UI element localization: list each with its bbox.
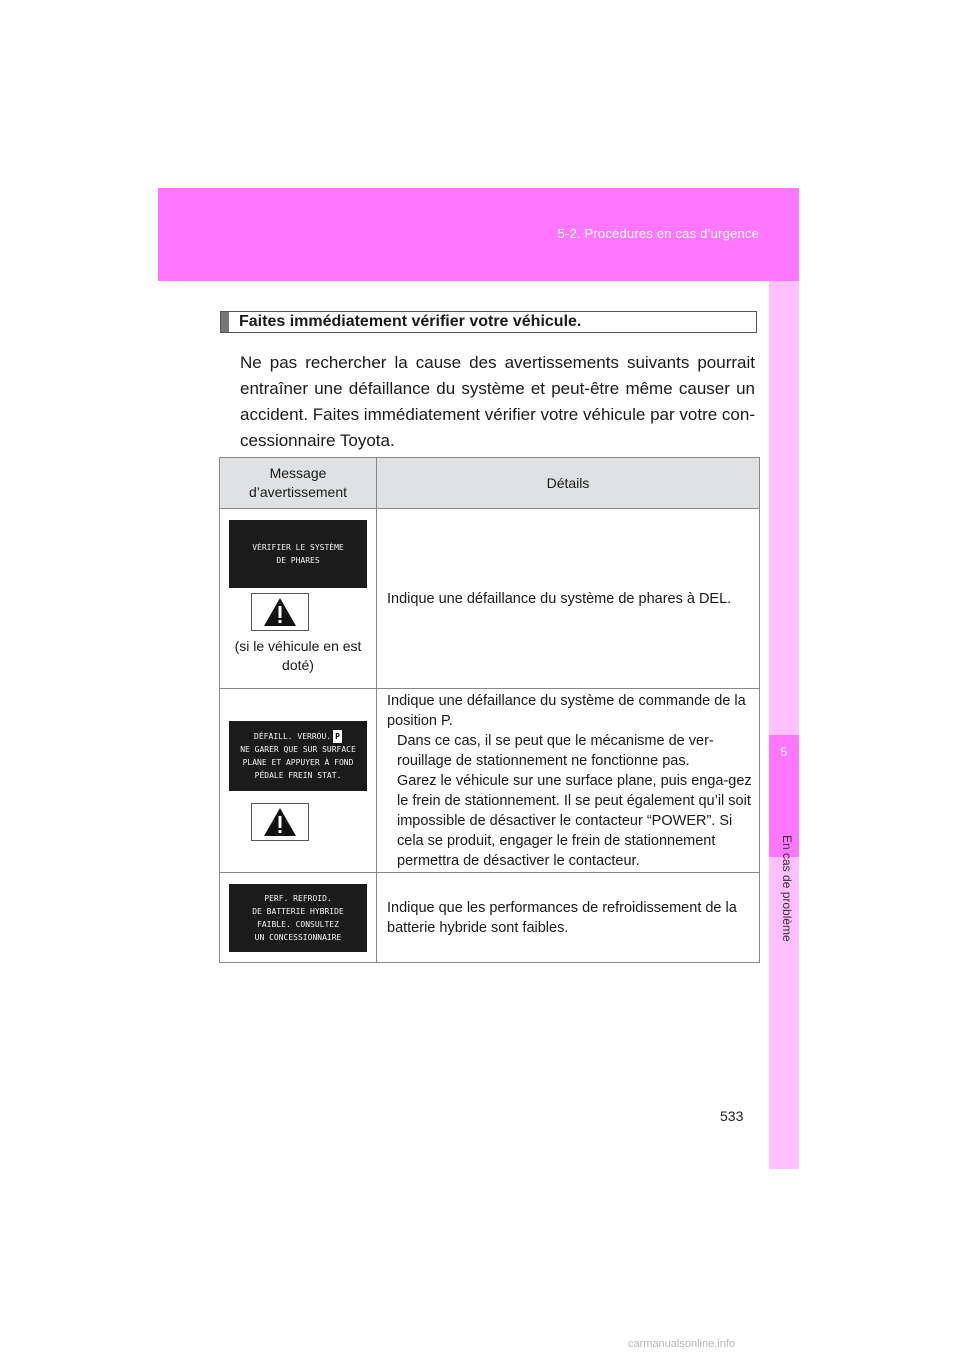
screen-line: UN CONCESSIONNAIRE [254, 932, 342, 942]
warning-symbol-box [251, 803, 309, 841]
detail-sub: Dans ce cas, il se peut que le mécanisme de ver-rouillage de stationnement ne fonctionne pas. [397, 732, 714, 769]
screen-line: PERF. REFROID. [264, 893, 332, 903]
header-message: Message d’avertissement [220, 458, 377, 509]
detail-cell: Indique une défaillance du système de phares à DEL. [377, 509, 760, 689]
detail-cell: Indique que les performances de refroidissement de la batterie hybride sont faibles. [377, 873, 760, 963]
screen-line: FAIBLE. CONSULTEZ [257, 919, 339, 929]
warning-screen [229, 520, 367, 588]
screen-line [229, 730, 367, 743]
screen-line: PLANE ET APPUYER À FOND [242, 757, 354, 767]
heading-text: Faites immédiatement vérifier votre véhicule. [239, 313, 582, 330]
page-number: 533 [720, 1108, 744, 1124]
warning-symbol-box [251, 593, 309, 631]
optional-note: (si le véhicule en est doté) [234, 638, 362, 673]
warning-screen [229, 721, 367, 791]
warning-triangle-icon [263, 597, 297, 627]
message-cell [220, 509, 377, 689]
chapter-side-tab [769, 281, 799, 1169]
table-row [220, 873, 760, 963]
message-cell [220, 689, 377, 873]
table-row [220, 509, 760, 689]
header-band [158, 188, 799, 281]
intro-paragraph: Ne pas rechercher la cause des avertissements suivants pourrait entraîner une défaillance du système et peut-être même causer un accident. Faites immédiatement vérifier votre véhicule par votre con-cessionnaire Toyota. [240, 353, 755, 450]
chapter-number: 5 [780, 745, 788, 759]
warning-table [219, 457, 760, 963]
warning-triangle-icon [263, 807, 297, 837]
detail-sub: Garez le véhicule sur une surface plane, puis enga-gez le frein de stationnement. Il se peut également qu’il soit impossible de désactiver le contacteur “POWER”. Si cela se produit, engager le frein de stationnement permettra de désactiver le contacteur. [397, 772, 752, 869]
section-heading [220, 311, 757, 333]
screen-line: DE BATTERIE HYBRIDE [252, 906, 344, 916]
section-title: 5-2. Procédures en cas d’urgence [557, 226, 759, 241]
park-badge: P [335, 731, 340, 741]
table-header-row [220, 458, 760, 509]
message-cell [220, 873, 377, 963]
detail-cell [377, 689, 760, 873]
screen-line: PÉDALE FREIN STAT. [254, 770, 342, 780]
header-details: Détails [377, 458, 760, 509]
heading-bar [221, 312, 229, 332]
detail-main: Indique une défaillance du système de commande de la position P. [387, 692, 746, 729]
screen-line: NE GARER QUE SUR SURFACE [240, 744, 356, 754]
table-row [220, 689, 760, 873]
screen-line: DE PHARES [276, 556, 320, 565]
watermark: carmanualsonline.info [628, 1338, 736, 1350]
screen-line: VÉRIFIER LE SYSTÈME [252, 543, 344, 552]
warning-screen [229, 884, 367, 952]
screen-text: DÉFAILL. VERROU. [254, 731, 332, 741]
